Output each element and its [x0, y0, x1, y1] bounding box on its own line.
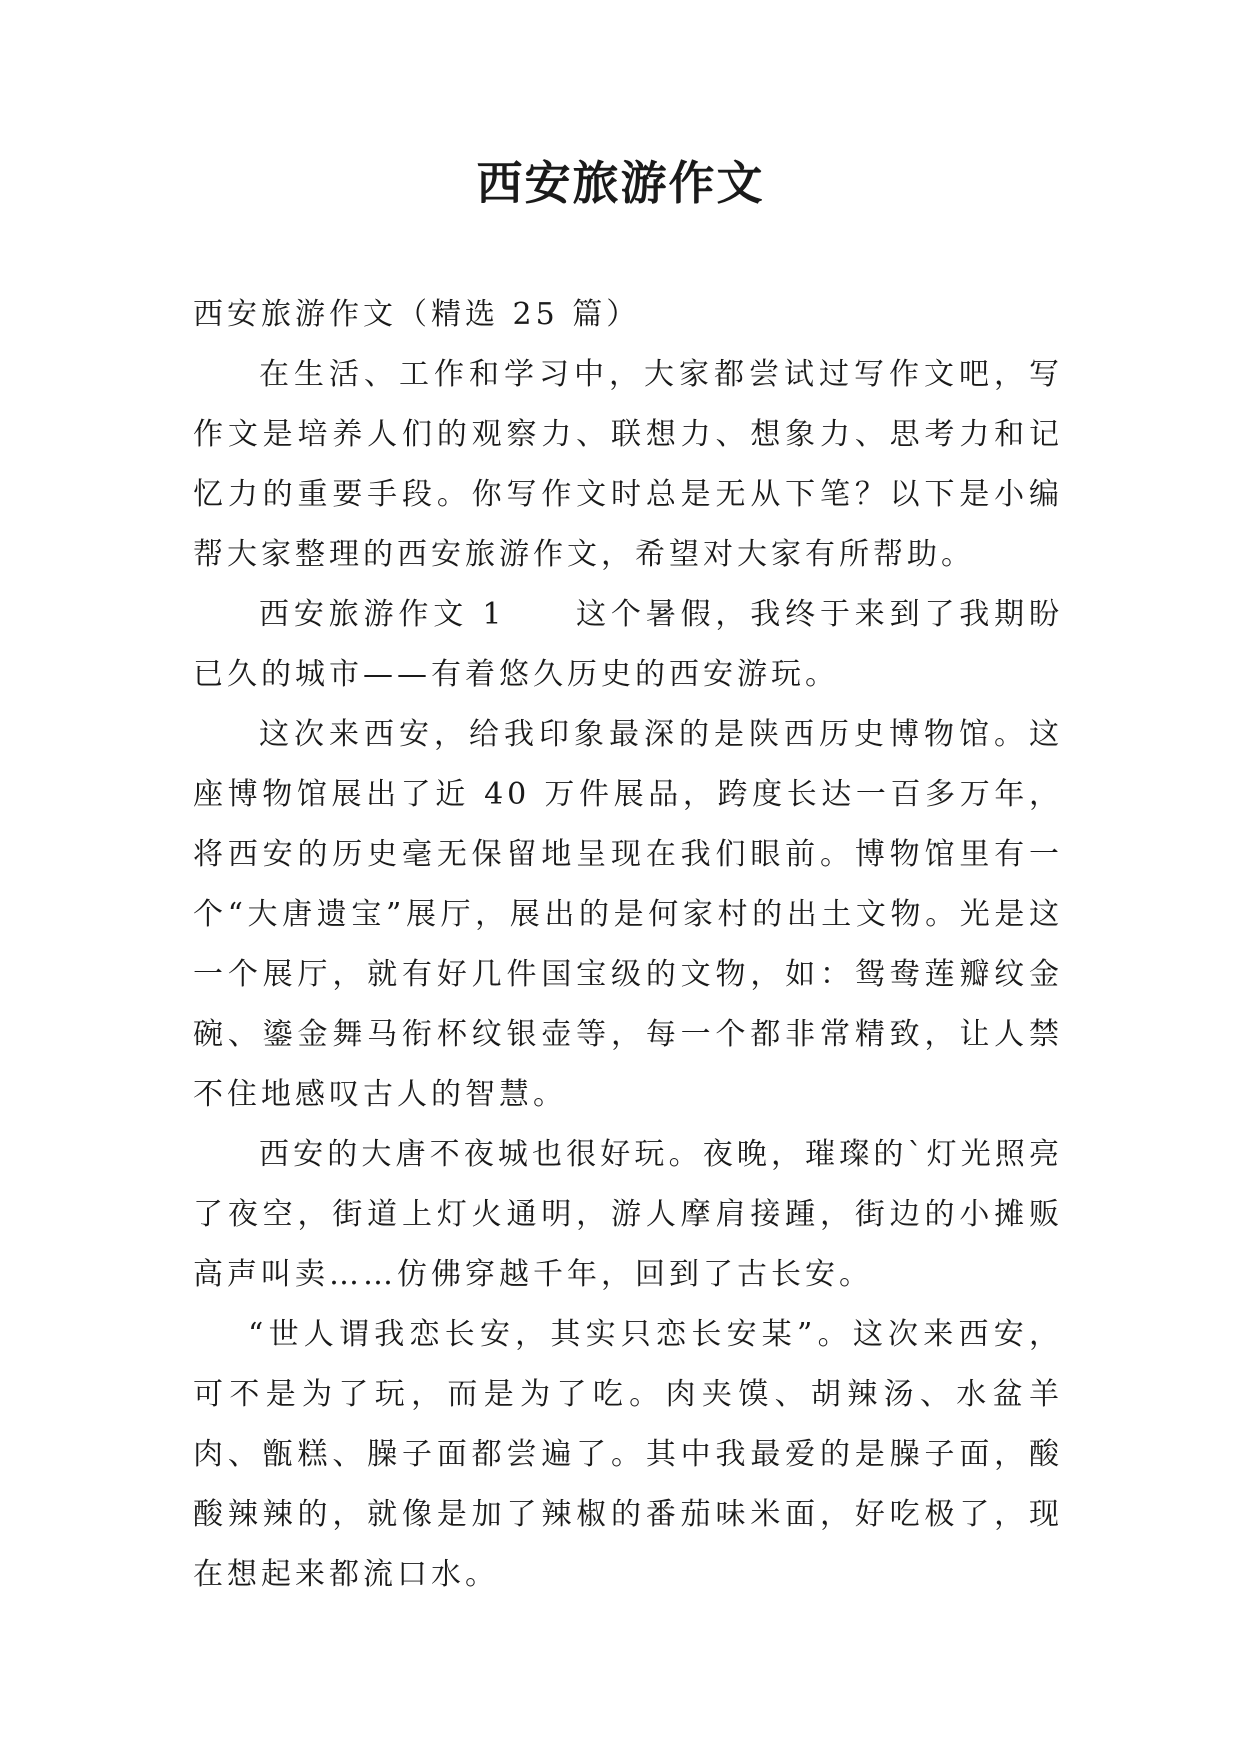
document-body: [193, 285, 1063, 1605]
document-title: 西安旅游作文: [476, 156, 765, 210]
document-subtitle: 西安旅游作文（精选 25 篇）: [193, 297, 641, 332]
paragraph-museum: 这次来西安，给我印象最深的是陕西历史博物馆。这座博物馆展出了近 40 万件展品，跨度长达一百多万年，将西安的历史毫无保留地呈现在我们眼前。博物馆里有一个“大唐遗宝”展厅，展出的是何家村的出土文物。光是这一个展厅，就有好几件国宝级的文物，如：鸳鸯莲瓣纹金碗、鎏金舞马衔杯纹银壶等，每一个都非常精致，让人禁不住地感叹古人的智慧。: [193, 717, 1063, 1112]
paragraph-food: “世人谓我恋长安，其实只恋长安某”。这次来西安，可不是为了玩，而是为了吃。肉夹馍、胡辣汤、水盆羊肉、甑糕、臊子面都尝遍了。其中我最爱的是臊子面，酸酸辣辣的，就像是加了辣椒的番茄味米面，好吃极了，现在想起来都流口水。: [193, 1317, 1063, 1592]
paragraph-essay-1-opening: 西安旅游作文 1 这个暑假，我终于来到了我期盼已久的城市——有着悠久历史的西安游玩。: [193, 597, 1063, 692]
paragraph-intro: 在生活、工作和学习中，大家都尝试过写作文吧，写作文是培养人们的观察力、联想力、想象力、思考力和记忆力的重要手段。你写作文时总是无从下笔？以下是小编帮大家整理的西安旅游作文，希望对大家有所帮助。: [193, 357, 1063, 572]
paragraph-night-city: 西安的大唐不夜城也很好玩。夜晚，璀璨的`灯光照亮了夜空，街道上灯火通明，游人摩肩接踵，街边的小摊贩高声叫卖……仿佛穿越千年，回到了古长安。: [193, 1137, 1063, 1292]
